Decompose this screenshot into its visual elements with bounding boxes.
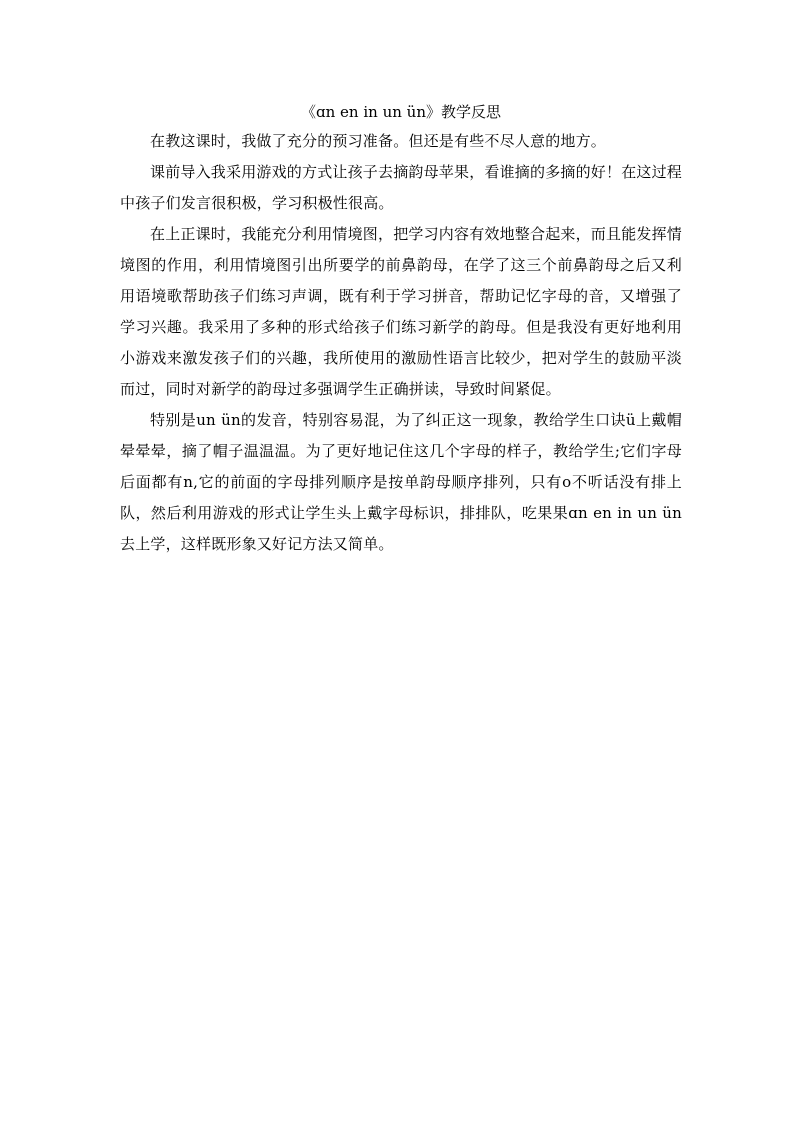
paragraph-main-lesson: 在上正课时，我能充分利用情境图，把学习内容有效地整合起来，而且能发挥情境图的作用，利用情境图引出所要学的前鼻韵母，在学了这三个前鼻韵母之后又利用语境歌帮助孩子们练习声调，既有利于学习拼音，帮助记忆字母的音，又增强了学习兴趣。我采用了多种的形式给孩子们练习新学的韵母。但是我没有更好地利用小游戏来激发孩子们的兴趣，我所使用的激励性语言比较少，把对学生的鼓励平淡而过，同时对新学的韵母过多强调学生正确拼读，导致时间紧促。 <box>120 225 683 398</box>
document-title: 《ɑn en in un ün》教学反思 <box>301 103 501 121</box>
paragraph-intro: 在教这课时，我做了充分的预习准备。但还是有些不尽人意的地方。 <box>150 132 607 150</box>
document-body <box>120 98 682 560</box>
paragraph-pronunciation: 特别是un ün的发音，特别容易混，为了纠正这一现象，教给学生口诀ü上戴帽晕晕晕，摘了帽子温温温。为了更好地记住这几个字母的样子，教给学生;它们字母后面都有n,它的前面的字母排列顺序是按单韵母顺序排列，只有o不听话没有排上队，然后利用游戏的形式让学生头上戴字母标识，排排队，吃果果ɑn en in un ün去上学，这样既形象又好记方法又简单。 <box>120 411 682 553</box>
paragraph-lead-in: 课前导入我采用游戏的方式让孩子去摘韵母苹果，看谁摘的多摘的好！在这过程中孩子们发言很积极，学习积极性很高。 <box>120 163 683 212</box>
